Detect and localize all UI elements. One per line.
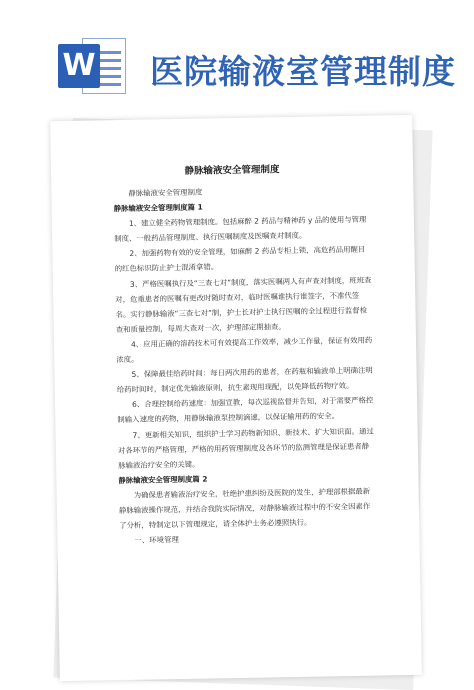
list-item: 6、合理控制给药速度：加强宣教，每次巡视监督并告知，对于需要严格控制输入速度的药物，用静脉输液泵控制滴速，以保证输用药的安全。 (117, 395, 374, 425)
subsection-heading: 一、环境管理 (134, 535, 179, 545)
document-subtitle: 静脉输液安全管理制度 (128, 187, 203, 198)
word-document-icon (58, 36, 126, 96)
list-item: 4、应用正确的溶药技术可有效提高工作效率，减少工作量，保证有效用药浓度。 (116, 335, 373, 365)
section-heading-1: 静脉输液安全管理制度篇 1 (113, 202, 203, 214)
list-item: 1、建立健全药物管理制度。包括麻醉 2 药品与精神药 y 品的使用与管理制度、一般药品管理制度、执行医嘱制度及医嘱查对制度。 (114, 214, 367, 244)
word-badge: W (58, 44, 100, 88)
list-item: 3、严格医嘱执行及“三查七对”制度，落实医嘱两人有声查对制度，班班查对，危重患者的医嘱有更改时随时查对，临时医嘱谁执行谁签字，不准代签名。实行静脉输液“三查七对”制，护士长对护士执行医嘱的全过程进行监督检查和质量控制，每周大查对一次，护理部定期抽查。 (115, 275, 372, 334)
section-intro: 为确保患者输液治疗安全，杜绝护患纠纷及医院的发生，护理部根据最新静脉输液操作规范，并结合我院实际情况，对静脉输液过程中的不安全因素作了分析，特制定以下管理规定，请全体护士务必遵照执行。 (118, 486, 371, 531)
document-preview[interactable] (55, 118, 421, 678)
list-item: 2、加强药物有效的安全管理，如麻醉 2 药品专柜上锁，高危药品用醒目的红色标识防止护士混淆拿错。 (114, 245, 366, 274)
section-heading-2: 静脉输液安全管理制度篇 2 (118, 474, 208, 485)
page-title: 医院输液室管理制度 (150, 52, 456, 91)
document-page (50, 115, 422, 681)
document-title: 静脉输液安全管理制度 (184, 164, 280, 177)
list-item: 7、更新相关知识，组织护士学习药物新知识、新技术、扩大知识面。通过对各环节的严格管理，严格的用药管理制度及各环节的监测管理是保证患者静脉输液治疗安全的关键。 (117, 426, 374, 470)
document-body (113, 182, 377, 549)
list-item: 5、保障最佳给药时间：每日两次用药的患者，在药瓶和输液单上明确注明给药时间时，制定优先输液原则，抗生素现用现配，以免降低药物疗效。 (116, 365, 373, 395)
banner-header (0, 0, 474, 108)
